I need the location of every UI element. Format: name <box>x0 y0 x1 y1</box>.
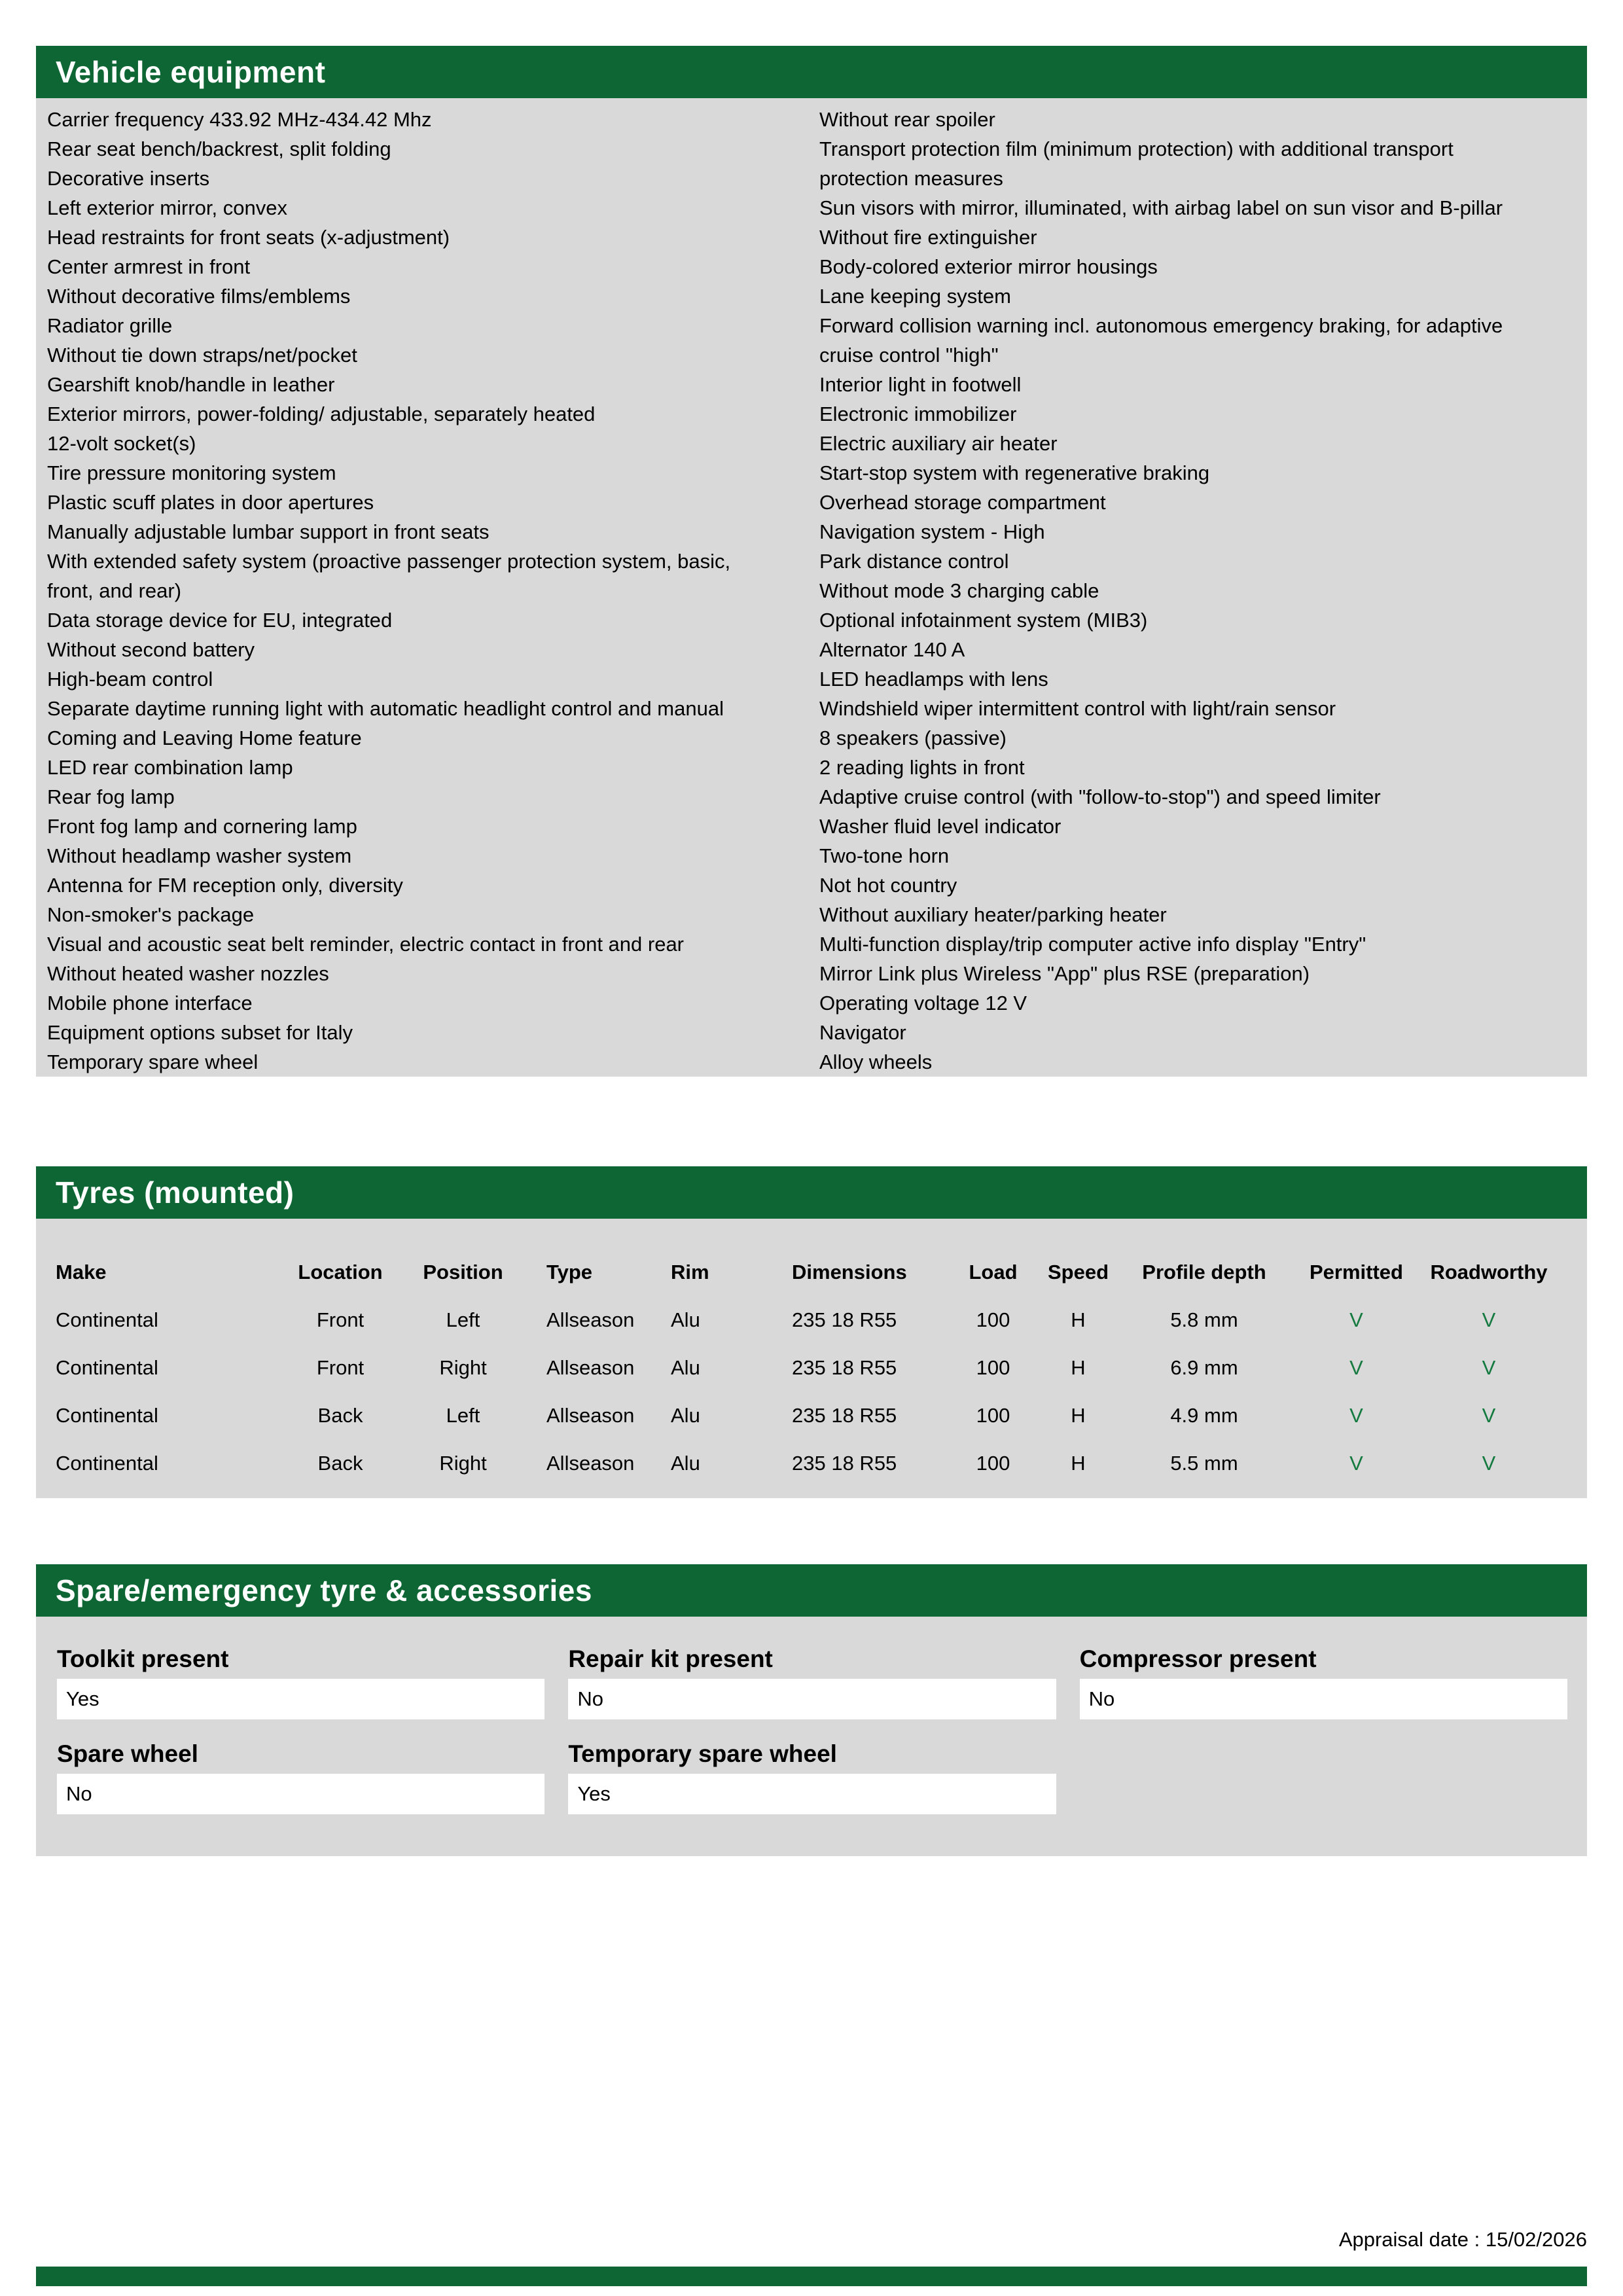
spare-field <box>57 1646 544 1719</box>
tyre-dimensions: 235 18 R55 <box>792 1451 897 1475</box>
tyre-dimensions: 235 18 R55 <box>792 1355 897 1379</box>
tyres-column-header: Dimensions <box>792 1260 907 1283</box>
tyre-location: Back <box>317 1451 363 1475</box>
tyre-make: Continental <box>56 1308 158 1331</box>
equipment-item: Non-smoker's package <box>47 903 255 926</box>
tyre-load: 100 <box>976 1308 1010 1331</box>
spare-field <box>568 1646 1056 1719</box>
equipment-item: Without headlamp washer system <box>47 844 352 867</box>
tyre-rim: Alu <box>671 1403 700 1427</box>
equipment-item: Visual and acoustic seat belt reminder, electric contact in front and rear <box>47 933 685 956</box>
equipment-item: Tire pressure monitoring system <box>47 461 336 484</box>
tyres-table-row <box>56 1439 1567 1487</box>
equipment-item: Without heated washer nozzles <box>47 962 329 985</box>
equipment-item: Carrier frequency 433.92 MHz-434.42 Mhz <box>47 108 432 131</box>
equipment-item: Adaptive cruise control (with "follow-to-stop") and speed limiter <box>819 785 1381 808</box>
tyre-type: Allseason <box>546 1403 635 1427</box>
tyre-position: Right <box>439 1451 487 1475</box>
spare-field-label: Spare wheel <box>57 1740 198 1767</box>
spare-header <box>36 1564 1587 1617</box>
tyre-location: Front <box>316 1308 365 1331</box>
tyre-rim: Alu <box>671 1451 700 1475</box>
equipment-item: Without rear spoiler <box>819 108 995 131</box>
tyre-speed: H <box>1071 1355 1086 1379</box>
equipment-item: Without auxiliary heater/parking heater <box>819 903 1167 926</box>
equipment-item: Not hot country <box>819 874 957 897</box>
spare-field <box>568 1741 1056 1814</box>
tyre-profile-depth: 5.8 mm <box>1170 1308 1238 1331</box>
equipment-item: Coming and Leaving Home feature <box>47 726 362 749</box>
equipment-item: 12-volt socket(s) <box>47 432 196 455</box>
tyres-table-header <box>56 1248 1567 1296</box>
equipment-item: Antenna for FM reception only, diversity <box>47 874 403 897</box>
tyres-table-row <box>56 1296 1567 1344</box>
spare-field-label: Temporary spare wheel <box>568 1740 837 1767</box>
tyre-location: Front <box>316 1355 365 1379</box>
equipment-item: Left exterior mirror, convex <box>47 196 287 219</box>
tyre-make: Continental <box>56 1403 158 1427</box>
tyre-type: Allseason <box>546 1308 635 1331</box>
footer-bar <box>36 2267 1587 2286</box>
tyre-position: Left <box>446 1308 480 1331</box>
spare-field-value: No <box>66 1782 92 1805</box>
spare-field-value-box <box>1080 1679 1567 1719</box>
equipment-item: Interior light in footwell <box>819 373 1022 396</box>
tyre-roadworthy-check: V <box>1482 1451 1496 1475</box>
appraisal-date: Appraisal date : 15/02/2026 <box>1338 2228 1587 2251</box>
tyre-roadworthy-check: V <box>1482 1308 1496 1331</box>
tyre-type: Allseason <box>546 1355 635 1379</box>
tyre-permitted-check: V <box>1349 1451 1363 1475</box>
equipment-item: Optional infotainment system (MIB3) <box>819 609 1148 632</box>
equipment-item: cruise control "high" <box>819 344 999 367</box>
section-vehicle-equipment <box>36 46 1587 1077</box>
equipment-item: Operating voltage 12 V <box>819 992 1027 1014</box>
tyres-column-header: Rim <box>671 1260 709 1283</box>
equipment-item: Mobile phone interface <box>47 992 253 1014</box>
tyre-type: Allseason <box>546 1451 635 1475</box>
tyre-dimensions: 235 18 R55 <box>792 1308 897 1331</box>
tyres-column-header: Load <box>969 1260 1018 1283</box>
tyres-body <box>36 1219 1587 1498</box>
tyres-column-header: Profile depth <box>1142 1260 1266 1283</box>
equipment-item: Transport protection film (minimum protection) with additional transport <box>819 137 1454 160</box>
equipment-item: Mirror Link plus Wireless "App" plus RSE (preparation) <box>819 962 1310 985</box>
equipment-item: Navigation system - High <box>819 520 1045 543</box>
equipment-item: Windshield wiper intermittent control with light/rain sensor <box>819 697 1336 720</box>
tyre-profile-depth: 4.9 mm <box>1170 1403 1238 1427</box>
equipment-item: Gearshift knob/handle in leather <box>47 373 335 396</box>
tyres-column-header: Make <box>56 1260 107 1283</box>
vehicle-equipment-title: Vehicle equipment <box>56 55 326 89</box>
equipment-item: High-beam control <box>47 668 213 691</box>
tyre-speed: H <box>1071 1451 1086 1475</box>
tyre-position: Left <box>446 1403 480 1427</box>
equipment-item: Electronic immobilizer <box>819 403 1017 425</box>
tyres-column-header: Type <box>546 1260 593 1283</box>
equipment-item: Without fire extinguisher <box>819 226 1037 249</box>
equipment-item: Radiator grille <box>47 314 173 337</box>
equipment-item: Alloy wheels <box>819 1050 933 1073</box>
spare-field-label: Compressor present <box>1079 1645 1317 1672</box>
tyre-make: Continental <box>56 1355 158 1379</box>
tyres-column-header: Speed <box>1047 1260 1109 1283</box>
section-spare-tyre <box>36 1564 1587 1856</box>
equipment-item: Forward collision warning incl. autonomous emergency braking, for adaptive <box>819 314 1503 337</box>
tyres-column-header: Position <box>423 1260 503 1283</box>
tyre-load: 100 <box>976 1451 1010 1475</box>
tyre-permitted-check: V <box>1349 1355 1363 1379</box>
tyre-roadworthy-check: V <box>1482 1355 1496 1379</box>
equipment-item: With extended safety system (proactive passenger protection system, basic, <box>47 550 731 573</box>
vehicle-equipment-header <box>36 46 1587 98</box>
equipment-item: Navigator <box>819 1021 906 1044</box>
tyre-permitted-check: V <box>1349 1308 1363 1331</box>
equipment-item: Center armrest in front <box>47 255 251 278</box>
equipment-item: Data storage device for EU, integrated <box>47 609 393 632</box>
spare-field <box>1080 1646 1567 1719</box>
equipment-column-right <box>819 105 1587 1077</box>
equipment-item: Equipment options subset for Italy <box>47 1021 353 1044</box>
spare-field <box>57 1741 544 1814</box>
spare-field-value: No <box>1088 1687 1115 1710</box>
tyre-load: 100 <box>976 1355 1010 1379</box>
equipment-item: Two-tone horn <box>819 844 950 867</box>
equipment-column-left <box>47 105 783 1077</box>
tyre-load: 100 <box>976 1403 1010 1427</box>
equipment-item: Without decorative films/emblems <box>47 285 351 308</box>
equipment-item: Sun visors with mirror, illuminated, with airbag label on sun visor and B-pillar <box>819 196 1503 219</box>
equipment-item: Multi-function display/trip computer active info display "Entry" <box>819 933 1366 956</box>
tyres-table-row <box>56 1344 1567 1391</box>
tyre-make: Continental <box>56 1451 158 1475</box>
equipment-item: protection measures <box>819 167 1003 190</box>
tyre-rim: Alu <box>671 1308 700 1331</box>
spare-field-value-box <box>57 1774 544 1814</box>
equipment-item: Manually adjustable lumbar support in front seats <box>47 520 490 543</box>
equipment-item: LED rear combination lamp <box>47 756 293 779</box>
spare-field-value-box <box>57 1679 544 1719</box>
spare-title: Spare/emergency tyre & accessories <box>56 1573 592 1607</box>
spare-field-value: Yes <box>66 1687 99 1710</box>
equipment-item: Temporary spare wheel <box>47 1050 259 1073</box>
equipment-item: Body-colored exterior mirror housings <box>819 255 1158 278</box>
equipment-item: Start-stop system with regenerative braking <box>819 461 1210 484</box>
spare-field-value-box <box>568 1774 1056 1814</box>
tyres-column-header: Roadworthy <box>1430 1260 1548 1283</box>
equipment-item: LED headlamps with lens <box>819 668 1048 691</box>
equipment-item: Plastic scuff plates in door apertures <box>47 491 374 514</box>
tyres-table-body <box>56 1296 1567 1487</box>
section-tyres-mounted <box>36 1166 1587 1498</box>
equipment-item: Park distance control <box>819 550 1009 573</box>
equipment-item: Decorative inserts <box>47 167 210 190</box>
tyre-location: Back <box>317 1403 363 1427</box>
tyres-header <box>36 1166 1587 1219</box>
equipment-item: Front fog lamp and cornering lamp <box>47 815 357 838</box>
tyres-table-row <box>56 1391 1567 1439</box>
tyre-profile-depth: 6.9 mm <box>1170 1355 1238 1379</box>
equipment-item: Lane keeping system <box>819 285 1011 308</box>
tyre-position: Right <box>439 1355 487 1379</box>
tyres-column-header: Permitted <box>1310 1260 1403 1283</box>
spare-field-label: Repair kit present <box>568 1645 773 1672</box>
spare-body <box>36 1617 1587 1856</box>
tyre-profile-depth: 5.5 mm <box>1170 1451 1238 1475</box>
equipment-item: Washer fluid level indicator <box>819 815 1061 838</box>
equipment-item: 8 speakers (passive) <box>819 726 1007 749</box>
equipment-item: Overhead storage compartment <box>819 491 1106 514</box>
equipment-item: Alternator 140 A <box>819 638 965 661</box>
vehicle-equipment-body <box>36 98 1587 1077</box>
spare-field-label: Toolkit present <box>57 1645 229 1672</box>
tyre-permitted-check: V <box>1349 1403 1363 1427</box>
equipment-item: 2 reading lights in front <box>819 756 1025 779</box>
equipment-item: Head restraints for front seats (x-adjustment) <box>47 226 450 249</box>
equipment-item: front, and rear) <box>47 579 182 602</box>
tyre-roadworthy-check: V <box>1482 1403 1496 1427</box>
tyre-speed: H <box>1071 1308 1086 1331</box>
tyre-speed: H <box>1071 1403 1086 1427</box>
equipment-item: Rear fog lamp <box>47 785 175 808</box>
tyres-title: Tyres (mounted) <box>56 1175 294 1210</box>
equipment-item: Separate daytime running light with automatic headlight control and manual <box>47 697 724 720</box>
equipment-item: Without second battery <box>47 638 255 661</box>
spare-field-value: No <box>577 1687 603 1710</box>
equipment-item: Without tie down straps/net/pocket <box>47 344 357 367</box>
spare-field-value: Yes <box>577 1782 611 1805</box>
tyres-column-header: Location <box>298 1260 383 1283</box>
equipment-item: Electric auxiliary air heater <box>819 432 1058 455</box>
equipment-item: Exterior mirrors, power-folding/ adjustable, separately heated <box>47 403 596 425</box>
equipment-item: Rear seat bench/backrest, split folding <box>47 137 391 160</box>
tyre-rim: Alu <box>671 1355 700 1379</box>
equipment-item: Without mode 3 charging cable <box>819 579 1099 602</box>
tyre-dimensions: 235 18 R55 <box>792 1403 897 1427</box>
spare-field-value-box <box>568 1679 1056 1719</box>
